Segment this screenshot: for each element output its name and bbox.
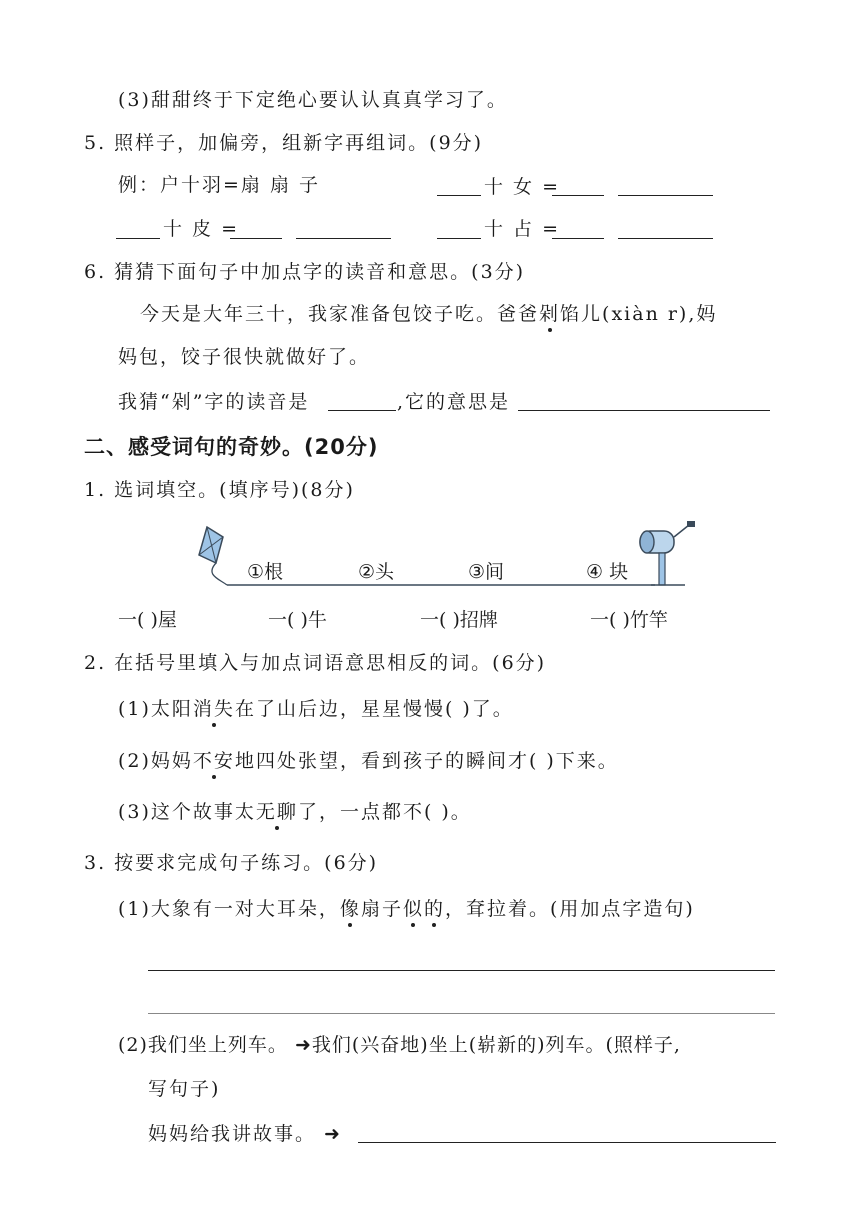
q5-blank-a-word[interactable] [618, 195, 713, 196]
q6-text-post: 馅儿(xiàn r),妈 [560, 303, 718, 325]
q1-title: 1. 选词填空。(填序号)(8分) [84, 479, 355, 501]
q5-title: 5. 照样子，加偏旁，组新字再组词。(9分) [84, 132, 484, 154]
q2-s3-post[interactable]: 了，一点都不( )。 [297, 801, 472, 823]
q6-text-pre: 今天是大年三十，我家准备包饺子吃。爸爸 [140, 303, 540, 325]
q2-sentence-1 [118, 697, 514, 721]
q3-sentence-1 [118, 897, 695, 921]
q5-blank-a-radical[interactable] [437, 195, 481, 196]
q5-blank-b-word[interactable] [296, 238, 391, 239]
q5-item-c: 十 占 = [484, 218, 560, 240]
q3-sentence-2-cont: 写句子) [148, 1078, 221, 1100]
option-1: ①根 [247, 561, 284, 583]
q3-s1-pre: (1)大象有一对大耳朵， [118, 898, 340, 920]
q2-title: 2. 在括号里填入与加点词语意思相反的词。(6分) [84, 652, 547, 674]
q3-s1-mid: 扇子 [360, 898, 403, 920]
q5-blank-a-char[interactable] [552, 195, 604, 196]
q5-blank-b-char[interactable] [230, 238, 282, 239]
q3-sentence-2: (2)我们坐上列车。 ➜我们(兴奋地)坐上(崭新的)列车。(照样子, [118, 1034, 681, 1056]
q1-blank-cow[interactable]: 一( )牛 [268, 609, 327, 631]
q6-text-line-1 [140, 302, 717, 326]
q3-task-answer-line[interactable] [358, 1142, 776, 1143]
q5-example: 例：户十羽=扇 扇 子 [118, 174, 320, 196]
q6-guess-reading: 我猜“剁”字的读音是 [118, 391, 310, 413]
q1-blank-house[interactable]: 一( )屋 [118, 609, 177, 631]
q2-s1-pre: (1)太阳 [118, 698, 193, 720]
q1-blank-sign[interactable]: 一( )招牌 [420, 609, 498, 631]
q2-s2-post[interactable]: 地四处张望，看到孩子的瞬间才( )下来。 [234, 750, 619, 772]
q2-s1-dotted: 消失 [192, 698, 235, 720]
q6-dotted-char: 剁 [539, 303, 561, 325]
q3-title: 3. 按要求完成句子练习。(6分) [84, 852, 379, 874]
q2-sentence-3 [118, 800, 472, 824]
option-3: ③间 [468, 561, 505, 583]
section-2-title: 二、感受词句的奇妙。(20分) [84, 435, 379, 459]
q5-blank-c-word[interactable] [618, 238, 713, 239]
q6-blank-reading[interactable] [328, 410, 396, 411]
q3-answer-line-1[interactable] [148, 970, 775, 971]
q5-item-b: 十 皮 = [163, 218, 239, 240]
option-2: ②头 [358, 561, 395, 583]
option-4: ④ 块 [586, 561, 629, 583]
q3-s1-dot-1: 像 [339, 898, 361, 920]
q4-line-3: (3)甜甜终于下定绝心要认认真真学习了。 [118, 89, 508, 111]
q5-blank-b-radical[interactable] [116, 238, 160, 239]
q3-task: 妈妈给我讲故事。 ➜ [148, 1123, 342, 1145]
q5-blank-c-radical[interactable] [437, 238, 481, 239]
q3-answer-line-2[interactable] [148, 1013, 775, 1014]
q3-s1-dot-3: 的 [423, 898, 445, 920]
q2-s2-pre: (2)妈妈 [118, 750, 193, 772]
q2-s1-post[interactable]: 在了山后边，星星慢慢( )了。 [234, 698, 514, 720]
q1-blank-pole[interactable]: 一( )竹竿 [590, 609, 668, 631]
q6-text-line-2: 妈包，饺子很快就做好了。 [118, 346, 371, 368]
q2-sentence-2 [118, 749, 619, 773]
q5-item-a: 十 女 = [484, 176, 560, 198]
q2-s3-pre: (3)这个故事太 [118, 801, 256, 823]
q6-title: 6. 猜猜下面句子中加点字的读音和意思。(3分) [84, 261, 526, 283]
q3-s1-post: ，耷拉着。(用加点字造句) [444, 898, 695, 920]
q5-blank-c-char[interactable] [552, 238, 604, 239]
q6-guess-meaning: ,它的意思是 [397, 391, 511, 413]
q6-blank-meaning[interactable] [518, 410, 770, 411]
q2-s2-dotted: 不安 [192, 750, 235, 772]
mailbox-icon [640, 521, 695, 585]
q2-s3-dotted: 无聊 [255, 801, 298, 823]
q3-s1-dot-2: 似 [402, 898, 424, 920]
